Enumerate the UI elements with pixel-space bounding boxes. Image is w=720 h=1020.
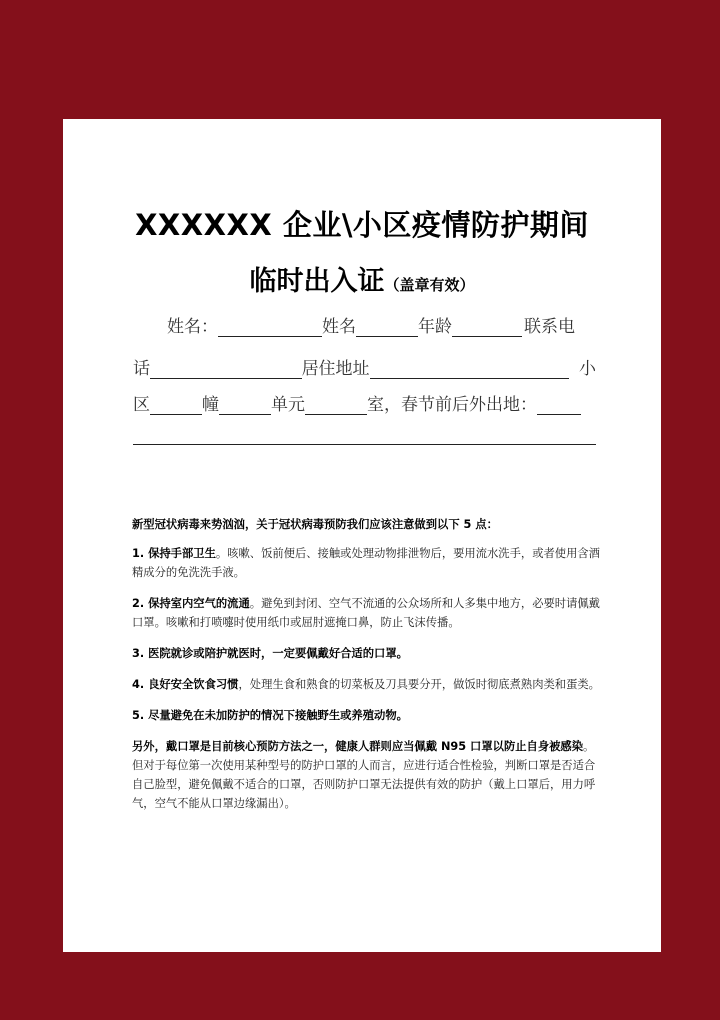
note-item-2: 2. 保持室内空气的流通。避免到封闭、空气不流通的公众场所和人多集中地方，必要时请佩戴口罩。咳嗽和打喷嚏时使用纸巾或屈肘遮掩口鼻，防止飞沫传播。 <box>132 597 600 629</box>
label-age: 年龄 <box>418 317 452 337</box>
note-extra: 另外，戴口罩是目前核心预防方法之一，健康人群则应当佩戴 N95 口罩以防止自身被感染。但对于每位第一次使用某种型号的防护口罩的人而言，应进行适合性检验，判断口罩是否适合自己脸型，避免佩戴不适合的口罩，否则防护口罩无法提供有效的防护（戴上口罩后，用力呼气，空气不能从口罩边缘漏出）。 <box>132 740 596 810</box>
notes-intro: 新型冠状病毒来势汹汹，关于冠状病毒预防我们应该注意做到以下 5 点： <box>132 518 498 531</box>
form-line-1 <box>133 312 596 337</box>
label-unit: 单元 <box>271 395 305 415</box>
label-community: 小 <box>579 359 596 379</box>
stamp-note: （盖章有效） <box>384 276 475 294</box>
document-title: XXXXXX 企业\小区疫情防护期间 <box>135 208 589 242</box>
label-contact: 联系电 <box>524 317 575 337</box>
form-line-2 <box>133 354 596 379</box>
label-name: 姓名： <box>167 317 218 337</box>
label-district: 区 <box>133 395 150 415</box>
form-line-3 <box>133 390 596 415</box>
name-field[interactable] <box>218 319 322 337</box>
unit-field[interactable] <box>305 397 367 415</box>
label-room: 室，春节前后外出地： <box>367 395 537 415</box>
prevention-notes <box>132 515 602 825</box>
document-page <box>63 119 661 952</box>
label-name2: 姓名 <box>322 317 356 337</box>
document-subtitle <box>63 259 661 298</box>
destination-field[interactable] <box>537 397 581 415</box>
label-building: 幢 <box>202 395 219 415</box>
label-phone: 话 <box>133 359 150 379</box>
address-field[interactable] <box>370 361 569 379</box>
note-item-1: 1. 保持手部卫生。咳嗽、饭前便后、接触或处理动物排泄物后，要用流水洗手，或者使用含酒精成分的免洗洗手液。 <box>132 547 600 579</box>
district-field[interactable] <box>150 397 202 415</box>
note-item-4: 4. 良好安全饮食习惯，处理生食和熟食的切菜板及刀具要分开，做饭时彻底煮熟肉类和蛋类。 <box>132 678 600 691</box>
note-item-5: 5. 尽量避免在未加防护的情况下接触野生或养殖动物。 <box>132 709 408 722</box>
pass-title: 临时出入证 <box>249 266 385 297</box>
age-field[interactable] <box>452 319 522 337</box>
label-address: 居住地址 <box>301 359 370 379</box>
name2-field[interactable] <box>356 319 418 337</box>
note-item-3: 3. 医院就诊或陪护就医时，一定要佩戴好合适的口罩。 <box>132 647 408 660</box>
building-field[interactable] <box>219 397 271 415</box>
destination-rule[interactable] <box>133 444 596 445</box>
phone-field[interactable] <box>150 361 302 379</box>
